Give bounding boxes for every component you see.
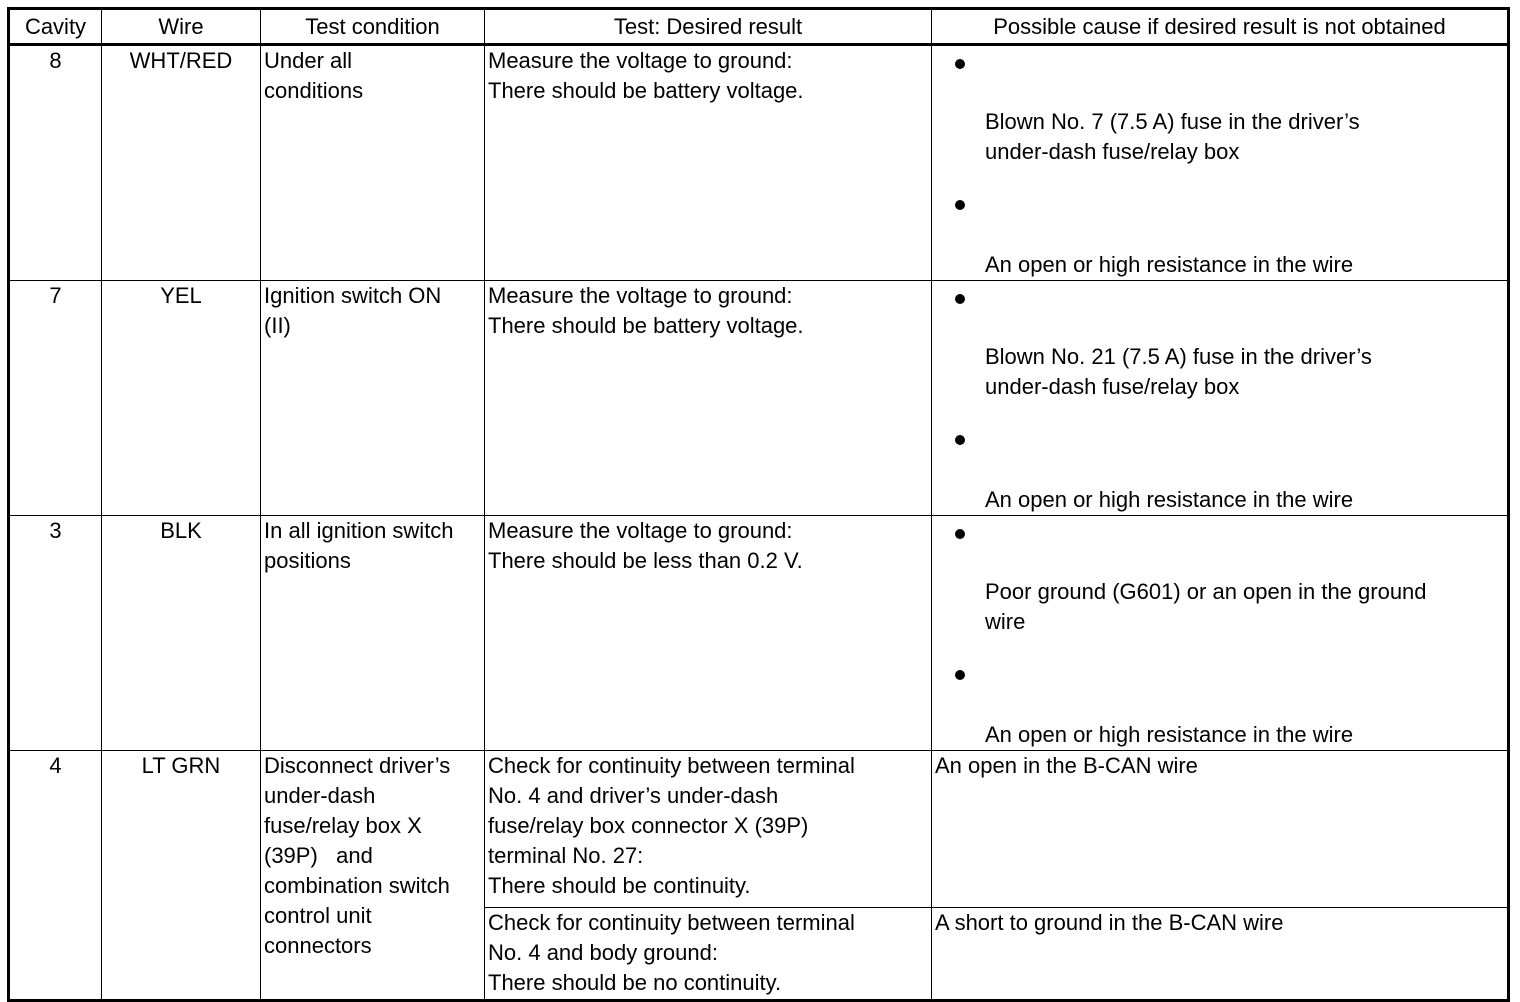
- condition-cell: Disconnect driver’s under-dash fuse/relay box X (39P) and combination switch control unit connectors: [261, 751, 485, 1001]
- condition-cell: In all ignition switch positions: [261, 516, 485, 751]
- bullet-icon: [955, 294, 965, 304]
- bullet-icon: [955, 59, 965, 69]
- result-cell: Measure the voltage to ground: There should be battery voltage.: [485, 45, 932, 281]
- header-condition: Test condition: [261, 9, 485, 45]
- cause-item: Blown No. 7 (7.5 A) fuse in the driver’s under-dash fuse/relay box: [985, 109, 1360, 164]
- condition-cell: Ignition switch ON (II): [261, 281, 485, 516]
- table-row: [9, 516, 1509, 751]
- cavity-cell: 7: [9, 281, 102, 516]
- cause-cell: [932, 516, 1509, 751]
- header-result: Test: Desired result: [485, 9, 932, 45]
- result-cell: Measure the voltage to ground: There should be less than 0.2 V.: [485, 516, 932, 751]
- bullet-icon: [955, 529, 965, 539]
- result-cell: Check for continuity between terminal No. 4 and body ground: There should be no continuity.: [485, 908, 932, 1001]
- result-cell: Check for continuity between terminal No. 4 and driver’s under-dash fuse/relay box connector X (39P) terminal No. 27: There should be continuity.: [485, 751, 932, 908]
- bullet-icon: [955, 200, 965, 210]
- cause-cell: A short to ground in the B-CAN wire: [932, 908, 1509, 1001]
- cavity-cell: 8: [9, 45, 102, 281]
- cavity-cell: 3: [9, 516, 102, 751]
- cause-item: Blown No. 21 (7.5 A) fuse in the driver’s under-dash fuse/relay box: [985, 344, 1372, 399]
- test-table: [7, 7, 1510, 1002]
- condition-cell: Under all conditions: [261, 45, 485, 281]
- table-row: [9, 45, 1509, 281]
- bullet-icon: [955, 670, 965, 680]
- header-cavity: Cavity: [9, 9, 102, 45]
- bullet-icon: [955, 435, 965, 445]
- cause-item: Poor ground (G601) or an open in the ground wire: [985, 579, 1427, 634]
- result-cell: Measure the voltage to ground: There should be battery voltage.: [485, 281, 932, 516]
- header-wire: Wire: [102, 9, 261, 45]
- table-row: [9, 751, 1509, 908]
- wire-cell: BLK: [102, 516, 261, 751]
- header-row: [9, 9, 1509, 45]
- cause-cell: An open in the B-CAN wire: [932, 751, 1509, 908]
- cause-cell: [932, 281, 1509, 516]
- cavity-cell: 4: [9, 751, 102, 1001]
- wire-cell: YEL: [102, 281, 261, 516]
- cause-cell: [932, 45, 1509, 281]
- table-row: [9, 281, 1509, 516]
- wire-cell: WHT/RED: [102, 45, 261, 281]
- cause-item: An open or high resistance in the wire: [985, 722, 1354, 747]
- header-cause: Possible cause if desired result is not obtained: [932, 9, 1509, 45]
- wire-cell: LT GRN: [102, 751, 261, 1001]
- cause-item: An open or high resistance in the wire: [985, 252, 1354, 277]
- cause-item: An open or high resistance in the wire: [985, 487, 1354, 512]
